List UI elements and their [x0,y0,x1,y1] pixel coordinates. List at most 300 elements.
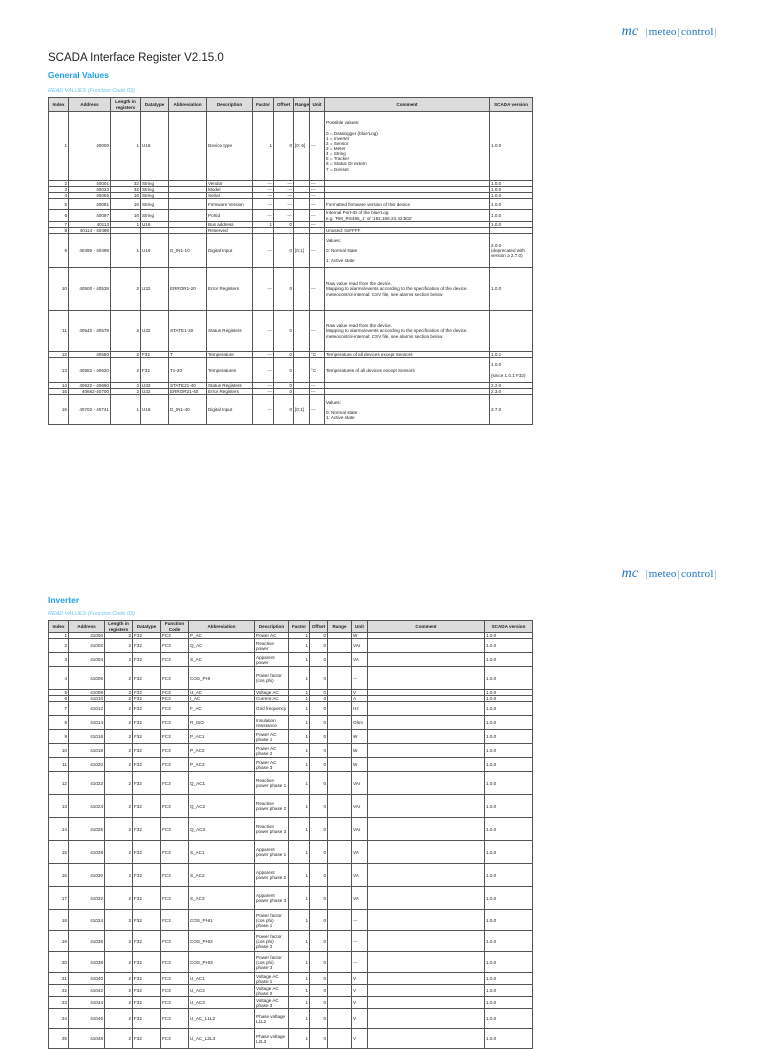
cell-unit: V [352,690,368,696]
cell-unit: VAr [352,795,368,818]
cell-abbr: S_AC [189,653,255,667]
cell-dtype: F32 [133,1009,161,1029]
cell-dtype: U32 [141,389,169,395]
cell-abbr: S_AC2 [189,864,255,887]
cell-index: 24 [49,1009,69,1029]
cell-abbr: P_AC3 [189,758,255,772]
cell-factor: 1 [253,112,274,181]
cell-dtype: F32 [133,973,161,985]
cell-factor: 1 [289,1009,310,1029]
cell-len: 16 [111,193,141,199]
inverter-values-table [48,620,533,1049]
cell-dtype: String [141,199,169,210]
cell-dtype: F32 [141,358,169,383]
cell-len: 2 [105,864,133,887]
cell-len: 2 [111,358,141,383]
cell-address: 40114 - 40489 [69,227,111,233]
cell-offset: 0 [310,841,328,864]
table-row [49,772,533,795]
cell-desc: Apparent power phase 3 [255,887,289,910]
cell-len: 2 [105,795,133,818]
cell-address: 40065 [69,193,111,199]
cell-index: 5 [49,690,69,696]
cell-address: 41030 [69,864,105,887]
cell-scada: 1.0.0 [485,772,533,795]
cell-index: 10 [49,744,69,758]
cell-address: 40097 [69,210,111,221]
cell-unit: --- [352,667,368,690]
cell-fc: FC3 [161,795,189,818]
cell-factor: 1 [289,633,310,639]
cell-fc: FC3 [161,997,189,1009]
cell-fc: FC3 [161,690,189,696]
table-row [49,358,533,383]
cell-factor: 1 [289,864,310,887]
cell-desc: Reactive power phase 3 [255,818,289,841]
cell-range [328,744,352,758]
cell-abbr: T [169,351,207,357]
cell-dtype: F32 [133,730,161,744]
cell-address: 41008 [69,690,105,696]
cell-index: 14 [49,818,69,841]
cell-factor: 1 [289,931,310,952]
cell-dtype: F32 [133,931,161,952]
cell-factor: --- [253,389,274,395]
cell-offset: 0 [310,997,328,1009]
cell-len: 2 [105,1009,133,1029]
cell-index: 16 [49,864,69,887]
cell-unit: VA [352,841,368,864]
cell-dtype: F32 [133,653,161,667]
cell-index: 25 [49,1029,69,1049]
cell-fc: FC3 [161,973,189,985]
cell-index: 15 [49,389,69,395]
column-header: Offset [310,621,328,633]
cell-comment: Temperatures of all devices except Sensors [325,358,490,383]
cell-scada: 1.0.0 [485,653,533,667]
cell-offset: 0 [310,730,328,744]
cell-range [294,199,310,210]
cell-scada: 1.0.0 [485,696,533,702]
column-header: SCADA version [485,621,533,633]
cell-index: 7 [49,702,69,716]
cell-abbr: P_AC1 [189,730,255,744]
cell-len: 2 [105,716,133,730]
cell-index: 17 [49,887,69,910]
cell-comment: Unused: 0xFFFF [325,227,490,233]
cell-index: 8 [49,716,69,730]
cell-unit: VA [352,887,368,910]
cell-len: 2 [105,702,133,716]
cell-range [328,639,352,653]
cell-unit: Hz [352,702,368,716]
cell-factor: 1 [289,730,310,744]
cell-range [328,952,352,973]
cell-comment: Formatted firmware version of this device [325,199,490,210]
cell-unit: V [352,1009,368,1029]
cell-offset: --- [274,210,294,221]
column-header: Comment [325,98,490,112]
cell-factor: 1 [289,690,310,696]
cell-offset: 0 [310,910,328,931]
cell-range [328,818,352,841]
cell-offset: 0 [274,112,294,181]
cell-comment: Internal Port-ID of the blue'Log e.g. 'RM_RS485_1' or '192.168.23.42:502' [325,210,490,221]
cell-desc: Serial [207,193,253,199]
cell-range [328,795,352,818]
table-row [49,310,533,351]
cell-offset: 0 [274,310,294,351]
cell-desc: Power AC phase 3 [255,758,289,772]
cell-len: 2 [111,310,141,351]
cell-comment [368,795,485,818]
cell-factor: 1 [289,910,310,931]
cell-unit: --- [352,952,368,973]
cell-desc: Power factor (cos phi) phase 3 [255,952,289,973]
cell-range [294,267,310,310]
cell-desc: Reactive power phase 1 [255,772,289,795]
cell-desc: Power AC [255,633,289,639]
cell-dtype: F32 [141,351,169,357]
cell-address: 41036 [69,931,105,952]
cell-offset: --- [274,193,294,199]
cell-factor: 1 [289,818,310,841]
cell-len: 2 [105,841,133,864]
cell-abbr: ERROR21-40 [169,389,207,395]
cell-unit: VA [352,653,368,667]
column-header: Abbreviation [169,98,207,112]
brand-name-left: meteo [648,26,677,38]
cell-dtype: F32 [133,716,161,730]
brand-name-left: meteo [648,568,677,580]
cell-index: 15 [49,841,69,864]
cell-len: 2 [105,887,133,910]
cell-dtype: F32 [133,795,161,818]
cell-desc: Voltage AC phase 3 [255,997,289,1009]
cell-unit: --- [310,221,325,227]
cell-factor: 1 [289,653,310,667]
cell-unit: --- [310,389,325,395]
cell-address: 41042 [69,985,105,997]
cell-unit: --- [310,181,325,187]
cell-desc: Phase voltage L2L3 [255,1029,289,1049]
cell-scada: 1.0.0 [485,744,533,758]
cell-offset: 0 [310,702,328,716]
cell-len: 2 [105,818,133,841]
cell-address: 40500 - 40538 [69,267,111,310]
cell-scada: 1.0.1 [490,351,533,357]
cell-unit: VA [352,864,368,887]
cell-unit: V [352,985,368,997]
cell-unit: --- [310,210,325,221]
cell-address: 41014 [69,716,105,730]
cell-len: 2 [105,1029,133,1049]
cell-index: 19 [49,931,69,952]
table-row [49,973,533,985]
cell-abbr: Q_AC2 [189,795,255,818]
cell-desc: Temperatures [207,358,253,383]
brand-name-right: control [681,26,714,38]
cell-abbr: U_AC2 [189,985,255,997]
cell-comment [368,702,485,716]
cell-index: 4 [49,667,69,690]
brand-mark: mc [621,24,639,39]
cell-comment [368,910,485,931]
cell-factor: --- [253,181,274,187]
cell-dtype: F32 [133,758,161,772]
cell-dtype: U32 [141,310,169,351]
cell-unit: VAr [352,639,368,653]
cell-dtype: F32 [133,702,161,716]
cell-fc: FC3 [161,818,189,841]
cell-scada: 1.0.0 [485,910,533,931]
cell-fc: FC3 [161,696,189,702]
cell-unit: W [352,633,368,639]
cell-range [328,716,352,730]
cell-scada: 1.0.0 (since 1.0.1 F32) [490,358,533,383]
cell-len: 1 [111,233,141,267]
cell-index: 21 [49,973,69,985]
cell-index: 12 [49,772,69,795]
cell-abbr: COS_PHI2 [189,931,255,952]
cell-desc: Apparent power phase 1 [255,841,289,864]
cell-scada: 1.0.0 [490,210,533,221]
cell-address: 41010 [69,696,105,702]
table-row [49,716,533,730]
cell-address: 41040 [69,973,105,985]
cell-dtype: F32 [133,1029,161,1049]
cell-factor: 1 [289,639,310,653]
cell-address: 41046 [69,1009,105,1029]
cell-abbr: STATE21-40 [169,383,207,389]
cell-scada: 1.0.0 [485,730,533,744]
column-header: Length in registers [105,621,133,633]
table-row [49,653,533,667]
cell-offset: 0 [310,1029,328,1049]
cell-range [328,1009,352,1029]
cell-range [328,730,352,744]
cell-address: 40490 - 40499 [69,233,111,267]
column-header: Datatype [133,621,161,633]
cell-scada: 2.3.0 [490,389,533,395]
cell-address: 40662-40700 [69,389,111,395]
cell-comment [368,887,485,910]
cell-offset: 0 [310,696,328,702]
cell-fc: FC3 [161,887,189,910]
column-header: Range [328,621,352,633]
cell-scada: 1.0.0 [485,841,533,864]
cell-range [328,1029,352,1049]
cell-dtype: String [141,187,169,193]
cell-comment: Temperature of all devices except Sensors [325,351,490,357]
cell-factor: 1 [289,973,310,985]
cell-index: 9 [49,233,69,267]
cell-offset: 0 [274,233,294,267]
cell-offset: 0 [310,716,328,730]
cell-factor: 1 [289,952,310,973]
cell-offset: --- [274,199,294,210]
cell-factor: --- [253,351,274,357]
cell-abbr: ERROR1-20 [169,267,207,310]
cell-index: 6 [49,696,69,702]
cell-abbr [169,210,207,221]
cell-range [328,887,352,910]
cell-desc: Firmware Version [207,199,253,210]
cell-comment [368,716,485,730]
cell-unit: --- [352,931,368,952]
cell-scada: 1.0.0 [485,795,533,818]
cell-desc: Digital Input [207,233,253,267]
cell-factor: 1 [289,667,310,690]
cell-offset: 0 [310,639,328,653]
cell-desc: Status Registers [207,383,253,389]
cell-unit: W [352,730,368,744]
cell-desc: Apparent power [255,653,289,667]
cell-scada: 1.0.0 [485,973,533,985]
table-row [49,931,533,952]
cell-range [328,653,352,667]
cell-fc: FC3 [161,667,189,690]
cell-index: 2 [49,639,69,653]
cell-index: 7 [49,221,69,227]
cell-scada: 1.0.0 [485,931,533,952]
column-header: SCADA version [490,98,533,112]
cell-address: 41048 [69,1029,105,1049]
cell-unit: Ohm [352,716,368,730]
cell-fc: FC3 [161,864,189,887]
cell-range [328,758,352,772]
cell-address: 40540 - 40578 [69,310,111,351]
cell-scada: 2.7.0 [490,395,533,425]
cell-len: 2 [105,667,133,690]
cell-fc: FC3 [161,952,189,973]
cell-desc: Voltage AC phase 1 [255,973,289,985]
cell-address: 40622 - 40660 [69,383,111,389]
cell-scada: 2.0.0 (deprecated with version ≥ 2.7.0) [490,233,533,267]
cell-index: 12 [49,351,69,357]
cell-factor: 1 [289,696,310,702]
table-row [49,997,533,1009]
cell-len: 1 [111,112,141,181]
cell-comment [368,818,485,841]
cell-fc: FC3 [161,716,189,730]
cell-comment [368,973,485,985]
cell-index: 23 [49,997,69,1009]
table-row [49,887,533,910]
cell-index: 11 [49,758,69,772]
cell-comment [368,985,485,997]
brand-mark: mc [621,566,639,581]
cell-comment [368,758,485,772]
cell-dtype: F32 [133,910,161,931]
cell-unit: A [352,696,368,702]
table-row [49,1029,533,1049]
cell-scada: 1.0.0 [485,702,533,716]
cell-dtype: F32 [133,864,161,887]
cell-unit: --- [310,199,325,210]
table-row [49,818,533,841]
cell-address: 41022 [69,772,105,795]
cell-len: 2 [105,653,133,667]
cell-fc: FC3 [161,639,189,653]
cell-len: 16 [111,199,141,210]
table-row [49,667,533,690]
cell-len: 2 [111,383,141,389]
cell-fc: FC3 [161,653,189,667]
table-row [49,795,533,818]
cell-len: 2 [105,690,133,696]
cell-desc: Power factor (cos phi) phase 1 [255,910,289,931]
cell-abbr: R_ISO [189,716,255,730]
table-row [49,730,533,744]
cell-unit: VAr [352,818,368,841]
cell-dtype: String [141,181,169,187]
cell-scada: 1.0.0 [490,112,533,181]
cell-comment: Possible values: 0 = Datalogger (blue'Log) 1 = Inverter 2 = Sensor 3 = Meter 4 = String 5 = Tracker 6 = Status DI extern 7 = Genset [325,112,490,181]
cell-address: 41002 [69,639,105,653]
cell-offset: 0 [274,358,294,383]
cell-factor: --- [253,267,274,310]
cell-len: 16 [111,210,141,221]
cell-address: 41038 [69,952,105,973]
cell-offset: 0 [310,985,328,997]
cell-unit: --- [310,233,325,267]
cell-offset: 0 [310,772,328,795]
cell-range [328,667,352,690]
cell-desc: Reactive power phase 2 [255,795,289,818]
cell-index: 18 [49,910,69,931]
cell-abbr: U_AC [189,690,255,696]
column-header: Index [49,621,69,633]
cell-offset: 0 [310,795,328,818]
inverter-table-header [49,621,533,633]
cell-address: 40081 [69,199,111,210]
cell-index: 16 [49,395,69,425]
cell-desc: Device type [207,112,253,181]
cell-factor: 1 [289,1029,310,1049]
cell-desc: Apparent power phase 2 [255,864,289,887]
cell-desc: Bus address [207,221,253,227]
cell-offset: 0 [310,690,328,696]
cell-desc: Error Registers [207,267,253,310]
cell-offset: 0 [310,931,328,952]
cell-address: 41018 [69,744,105,758]
cell-scada: 1.0.0 [485,633,533,639]
cell-abbr: U_AC3 [189,997,255,1009]
cell-fc: FC3 [161,1029,189,1049]
cell-index: 3 [49,653,69,667]
cell-unit: °C [310,351,325,357]
cell-len: 2 [105,985,133,997]
cell-address: 40702 - 40741 [69,395,111,425]
cell-desc: Insulation resistance [255,716,289,730]
cell-factor: --- [253,187,274,193]
cell-address: 41004 [69,653,105,667]
cell-range [328,931,352,952]
cell-len: 32 [111,187,141,193]
cell-offset: 0 [310,1009,328,1029]
cell-offset: 0 [310,864,328,887]
cell-abbr: P_AC2 [189,744,255,758]
cell-len: 1 [111,395,141,425]
cell-unit: --- [310,395,325,425]
cell-range [294,210,310,221]
cell-abbr: D_IN1-40 [169,395,207,425]
cell-address: 41006 [69,667,105,690]
cell-dtype: U16 [141,395,169,425]
cell-fc: FC3 [161,985,189,997]
cell-fc: FC3 [161,910,189,931]
